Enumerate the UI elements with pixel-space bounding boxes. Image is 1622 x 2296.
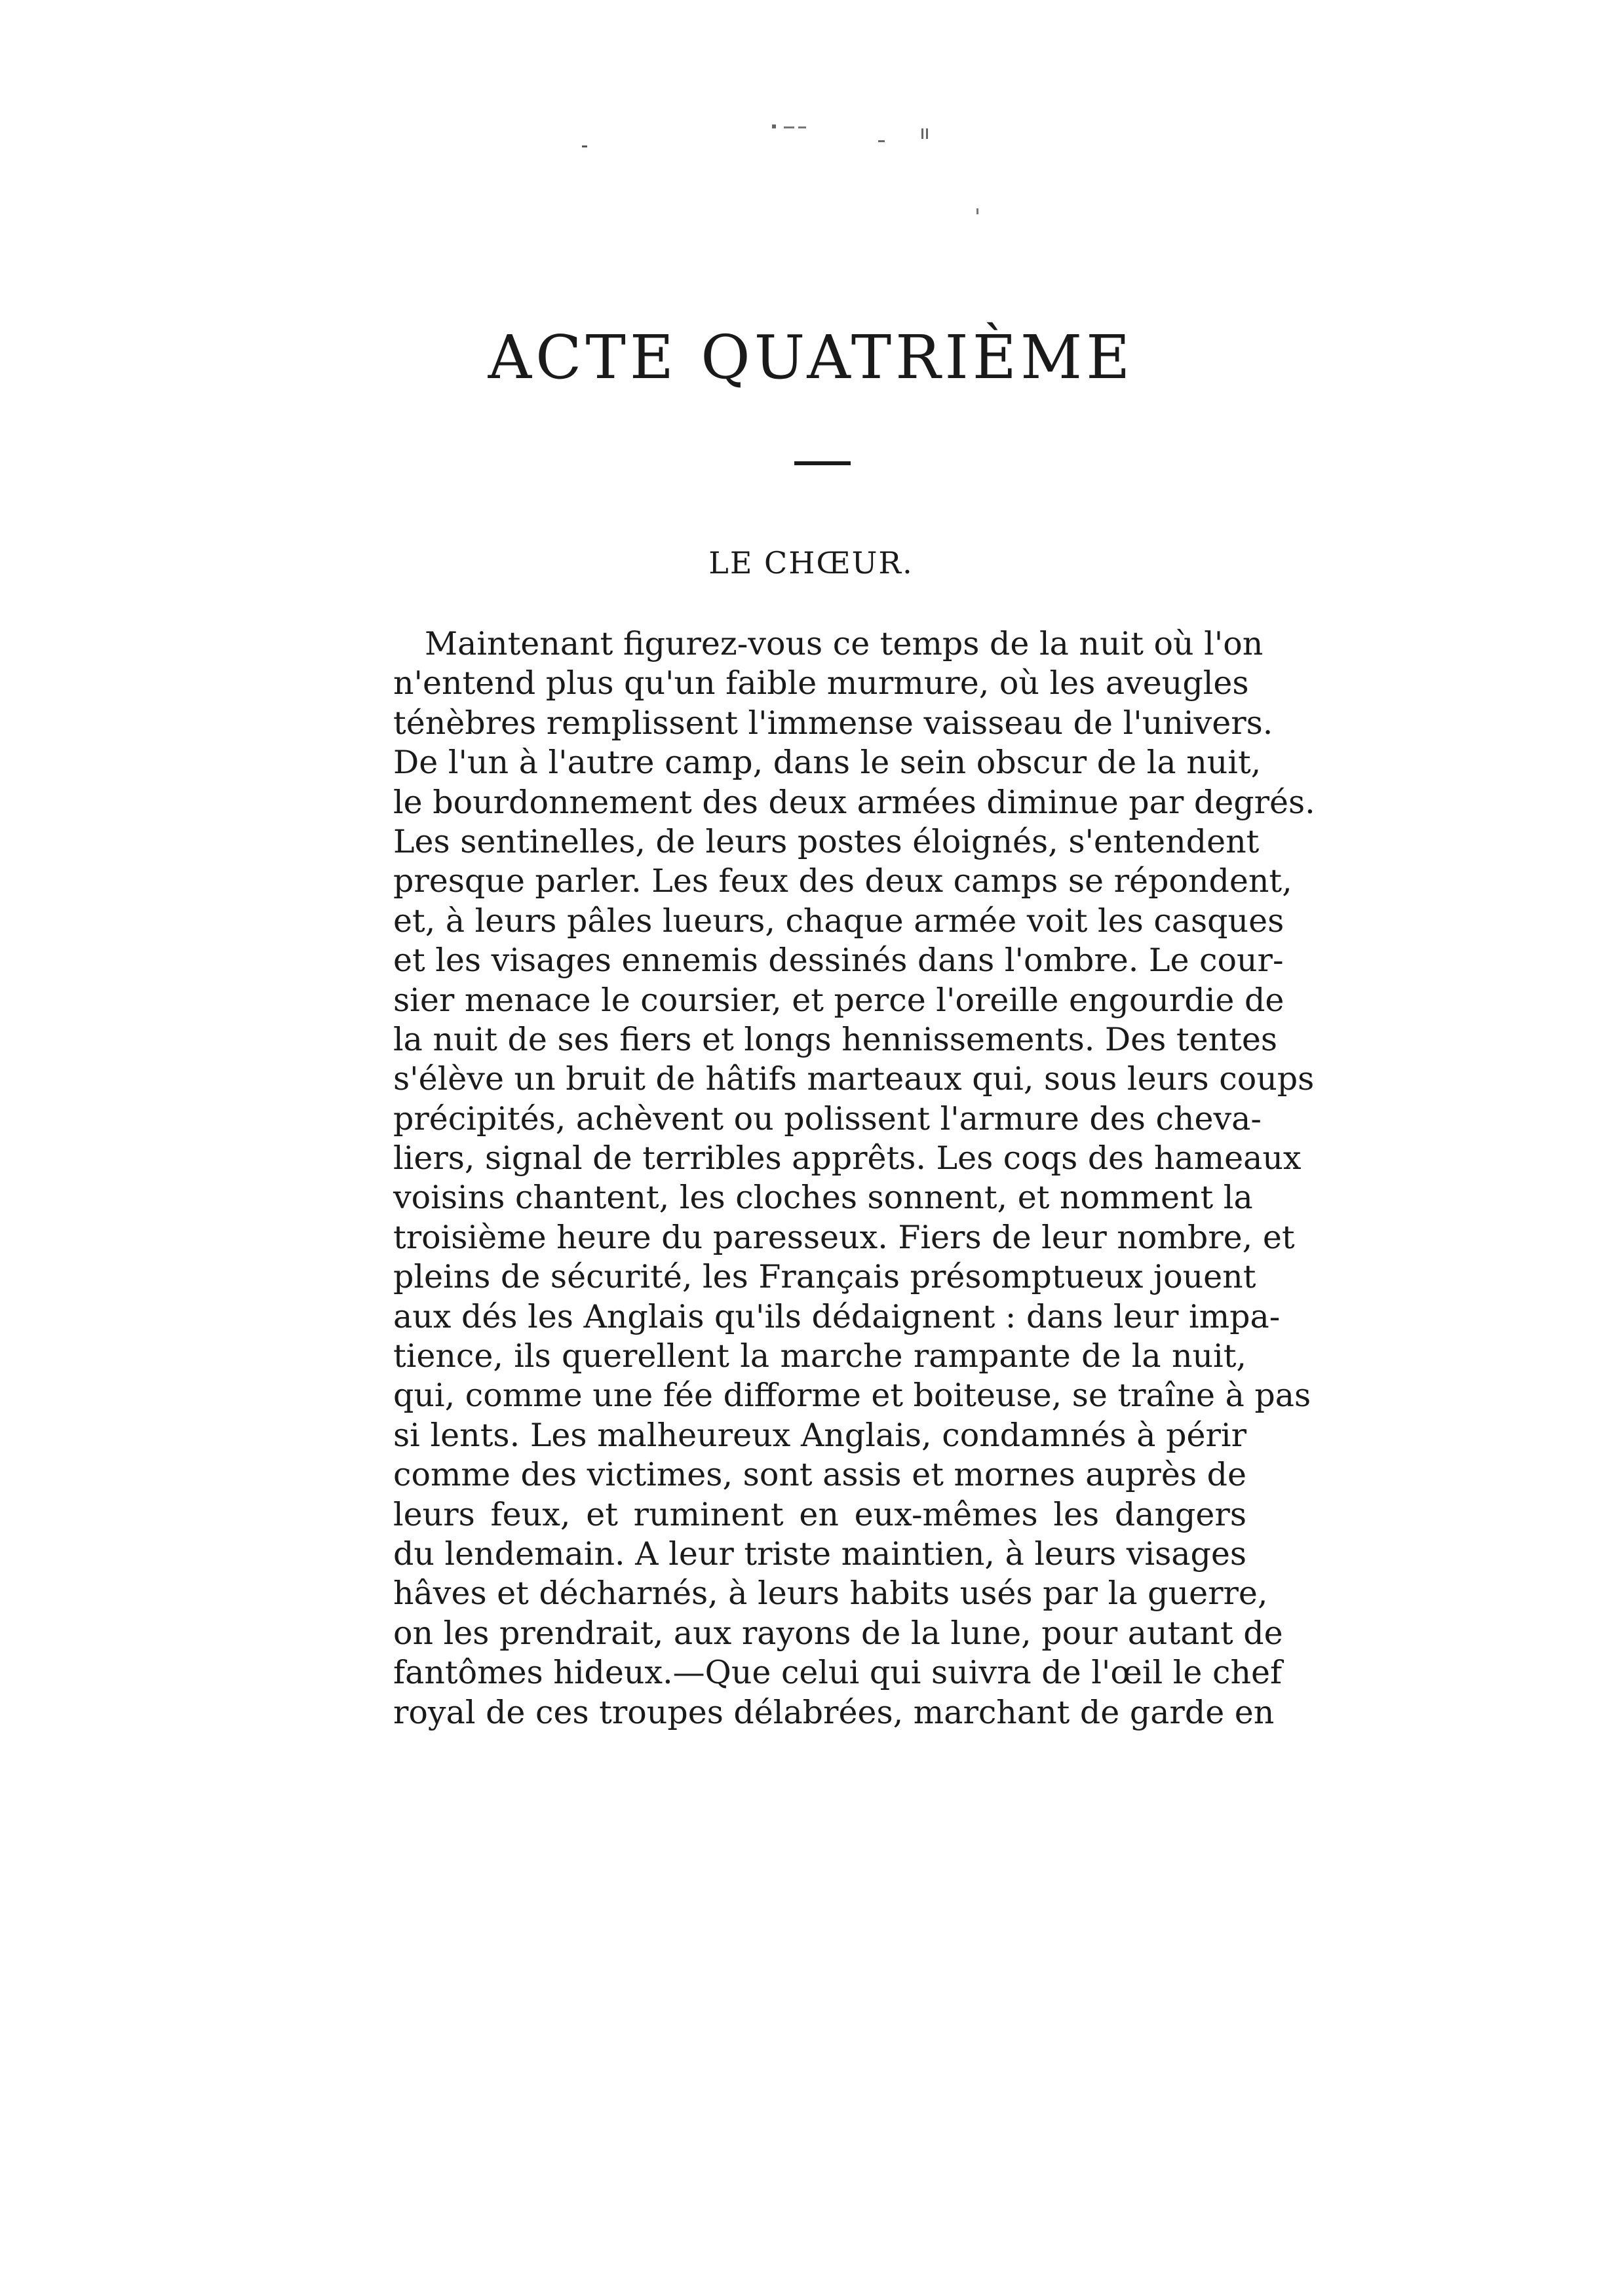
text-line: et, à leurs pâles lueurs, chaque armée voit les casques	[393, 902, 1284, 940]
text-line: pleins de sécurité, les Français présomptueux jouent	[393, 1258, 1256, 1296]
text-line: Les sentinelles, de leurs postes éloignés, s'entendent	[393, 822, 1260, 860]
speck	[798, 126, 806, 128]
print-specks	[0, 0, 1622, 262]
text-line: comme des victimes, sont assis et mornes auprès de	[393, 1456, 1246, 1494]
text-line: troisième heure du paresseux. Fiers de leur nombre, et	[393, 1218, 1295, 1256]
text-line: sier menace le coursier, et perce l'oreille engourdie de	[393, 981, 1284, 1019]
text-line: voisins chantent, les cloches sonnent, et nomment la	[393, 1179, 1253, 1217]
act-title: ACTE QUATRIÈME	[488, 322, 1134, 392]
text-line: qui, comme une fée difforme et boiteuse, se traîne à pas	[393, 1377, 1311, 1415]
speck	[772, 124, 776, 128]
speck	[784, 126, 794, 128]
text-line: on les prendrait, aux rayons de la lune, pour autant de	[393, 1614, 1283, 1652]
text-line: s'élève un bruit de hâtifs marteaux qui, sous leurs coups	[393, 1060, 1315, 1098]
text-line: leurs feux, et ruminent en eux-mêmes les dangers	[393, 1495, 1246, 1533]
text-line: le bourdonnement des deux armées diminue par degrés.	[393, 783, 1315, 821]
text-line: tience, ils querellent la marche rampante de la nuit,	[393, 1337, 1246, 1375]
chorus-text	[393, 624, 1315, 1732]
speaker-name: LE CHŒUR.	[708, 545, 914, 581]
text-line: si lents. Les malheureux Anglais, condamnés à périr	[393, 1416, 1246, 1454]
text-line: liers, signal de terribles apprêts. Les coqs des hameaux	[393, 1139, 1302, 1177]
text-line: du lendemain. A leur triste maintien, à leurs visages	[393, 1535, 1246, 1573]
speck	[921, 128, 923, 139]
speck	[926, 128, 928, 139]
text-line: ténèbres remplissent l'immense vaisseau de l'univers.	[393, 704, 1273, 742]
text-line: n'entend plus qu'un faible murmure, où les aveugles	[393, 664, 1249, 702]
text-line: fantômes hideux.—Que celui qui suivra de l'œil le chef	[393, 1654, 1283, 1692]
text-line: De l'un à l'autre camp, dans le sein obscur de la nuit,	[393, 744, 1262, 782]
text-line: Maintenant figurez-vous ce temps de la nuit où l'on	[425, 625, 1264, 662]
text-line: la nuit de ses fiers et longs hennissements. Des tentes	[393, 1020, 1277, 1058]
text-line: presque parler. Les feux des deux camps se répondent,	[393, 862, 1292, 900]
text-line: hâves et décharnés, à leurs habits usés par la guerre,	[393, 1575, 1268, 1613]
speck	[582, 145, 587, 147]
text-line: précipités, achèvent ou polissent l'armure des cheva-	[393, 1100, 1262, 1138]
title-rule	[794, 461, 851, 465]
text-line: et les visages ennemis dessinés dans l'ombre. Le cour-	[393, 942, 1284, 980]
speck	[878, 140, 885, 142]
text-line: royal de ces troupes délabrées, marchant de garde en	[393, 1693, 1275, 1731]
text-line: aux dés les Anglais qu'ils dédaignent : dans leur impa-	[393, 1297, 1281, 1335]
speck	[976, 208, 978, 214]
